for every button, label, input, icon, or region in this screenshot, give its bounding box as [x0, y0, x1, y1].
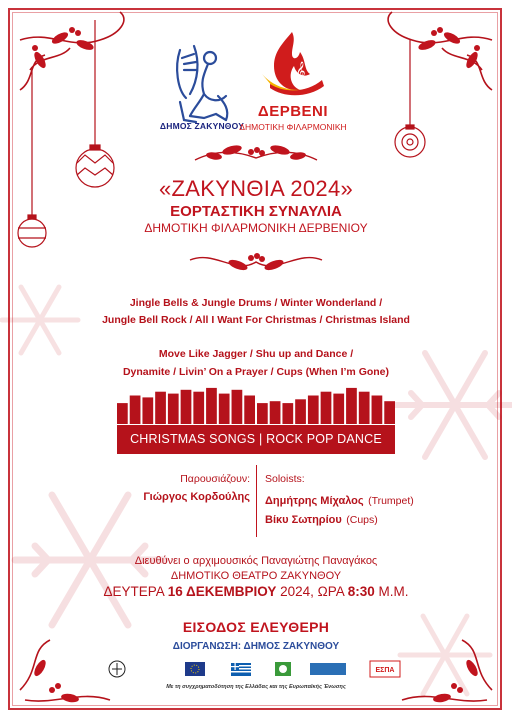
presenters-label: Παρουσιάζουν: — [180, 473, 250, 485]
equalizer-bar — [270, 401, 281, 424]
program-logo-icon — [310, 663, 346, 675]
orchestra-name: ΔΗΜΟΤΙΚΗ ΦΙΛΑΡΜΟΝΙΚΗ ΔΕΡΒΕΝΙΟΥ — [144, 221, 368, 235]
equalizer-graphic — [117, 386, 395, 424]
pop-songs-line-2: Dynamite / Livin’ On a Prayer / Cups (When I’m Gone) — [122, 366, 390, 378]
equalizer-bar — [117, 403, 128, 424]
equalizer-bar — [244, 396, 255, 425]
date-bold: 16 ΔΕΚΕΜΒΡΙΟΥ — [167, 584, 277, 599]
equalizer-bar — [346, 388, 357, 424]
genre-band: CHRISTMAS SONGS | ROCK POP DANCE — [117, 425, 395, 454]
equalizer-bar — [384, 401, 395, 424]
date-time-line — [0, 584, 512, 599]
conductor-line: Διευθύνει ο αρχιμουσικός Παναγιώτης Παναγάκος — [134, 555, 378, 567]
organizer-line: ΔΙΟΡΓΑΝΩΣΗ: ΔΗΜΟΣ ΖΑΚΥΝΘΟΥ — [172, 641, 340, 652]
equalizer-bar — [257, 403, 268, 424]
soloists-label: Soloists: — [265, 473, 305, 485]
equalizer-bar — [219, 394, 230, 424]
holly-divider-top — [195, 144, 317, 161]
region-logo-icon — [275, 662, 291, 676]
christmas-songs-line-2: Jungle Bell Rock / All I Want For Christmas / Christmas Island — [102, 314, 410, 326]
date-mid: 2024, ΩΡΑ — [276, 584, 348, 599]
pop-songs-line-1: Move Like Jagger / Shu up and Dance / — [158, 348, 354, 360]
greek-flag-icon — [231, 663, 251, 676]
cofunding-note: Με τη συγχρηματοδότηση της Ελλάδας και της Ευρωπαϊκής Ένωσης — [166, 684, 346, 690]
date-prefix: ΔΕΥΤΕΡΑ — [103, 584, 168, 599]
derveni-flame-logo — [252, 30, 332, 100]
column-divider — [256, 465, 257, 537]
derveni-subtitle: ΔΗΜΟΤΙΚΗ ΦΙΛΑΡΜΟΝΙΚΗ — [239, 122, 347, 132]
presenter-name: Γιώργος Κορδούλης — [143, 491, 250, 503]
espa-logo-text: ΕΣΠΑ — [375, 667, 395, 674]
holly-divider-bottom — [190, 253, 322, 272]
derveni-name: ΔΕΡΒΕΝΙ — [257, 103, 329, 120]
equalizer-bar — [359, 392, 370, 424]
venue-line: ΔΗΜΟΤΙΚΟ ΘΕΑΤΡΟ ΖΑΚΥΝΘΟΥ — [170, 570, 342, 582]
soloist-2-role: (Cups) — [346, 514, 378, 526]
equalizer-bar — [333, 394, 344, 424]
greek-emblem-icon — [109, 661, 125, 677]
soloist-2-name: Βίκυ Σωτηρίου — [265, 514, 342, 526]
equalizer-bar — [321, 392, 332, 424]
soloist-2 — [265, 510, 378, 528]
corner-ornament-top-right — [388, 12, 492, 90]
time-suffix: Μ.Μ. — [374, 584, 409, 599]
equalizer-bar — [282, 403, 293, 424]
christmas-songs-line-1: Jingle Bells & Jungle Drums / Winter Wonderland / — [129, 297, 383, 309]
event-title: «ΖΑΚΥΝΘΙΑ 2024» — [158, 176, 354, 201]
svg-text:𝄞: 𝄞 — [296, 61, 306, 80]
equalizer-bar — [168, 394, 179, 424]
dimos-label: ΔΗΜΟΣ ΖΑΚΥΝΘΟΥ — [159, 121, 245, 131]
equalizer-bar — [232, 390, 243, 424]
sponsor-logos — [105, 658, 407, 680]
time-bold: 8:30 — [347, 584, 375, 599]
equalizer-bar — [181, 390, 192, 424]
equalizer-bar — [155, 392, 166, 424]
equalizer-bar — [193, 392, 204, 424]
soloist-1 — [265, 491, 414, 509]
event-subtitle: ΕΟΡΤΑΣΤΙΚΗ ΣΥΝΑΥΛΙΑ — [170, 203, 342, 220]
free-admission: ΕΙΣΟΔΟΣ ΕΛΕΥΘΕΡΗ — [182, 619, 330, 635]
equalizer-bar — [295, 399, 306, 424]
bauble-ornament-right — [395, 40, 425, 157]
dimos-zakynthou-logo — [160, 40, 244, 132]
soloist-1-role: (Trumpet) — [368, 495, 414, 507]
equalizer-bar — [372, 396, 383, 425]
equalizer-bar — [308, 396, 319, 425]
soloist-1-name: Δημήτρης Μίχαλος — [265, 495, 364, 507]
equalizer-bar — [142, 397, 153, 424]
equalizer-bar — [206, 388, 217, 424]
equalizer-bar — [130, 396, 141, 425]
corner-ornament-top-left — [20, 12, 124, 90]
eu-flag-icon — [185, 662, 205, 676]
